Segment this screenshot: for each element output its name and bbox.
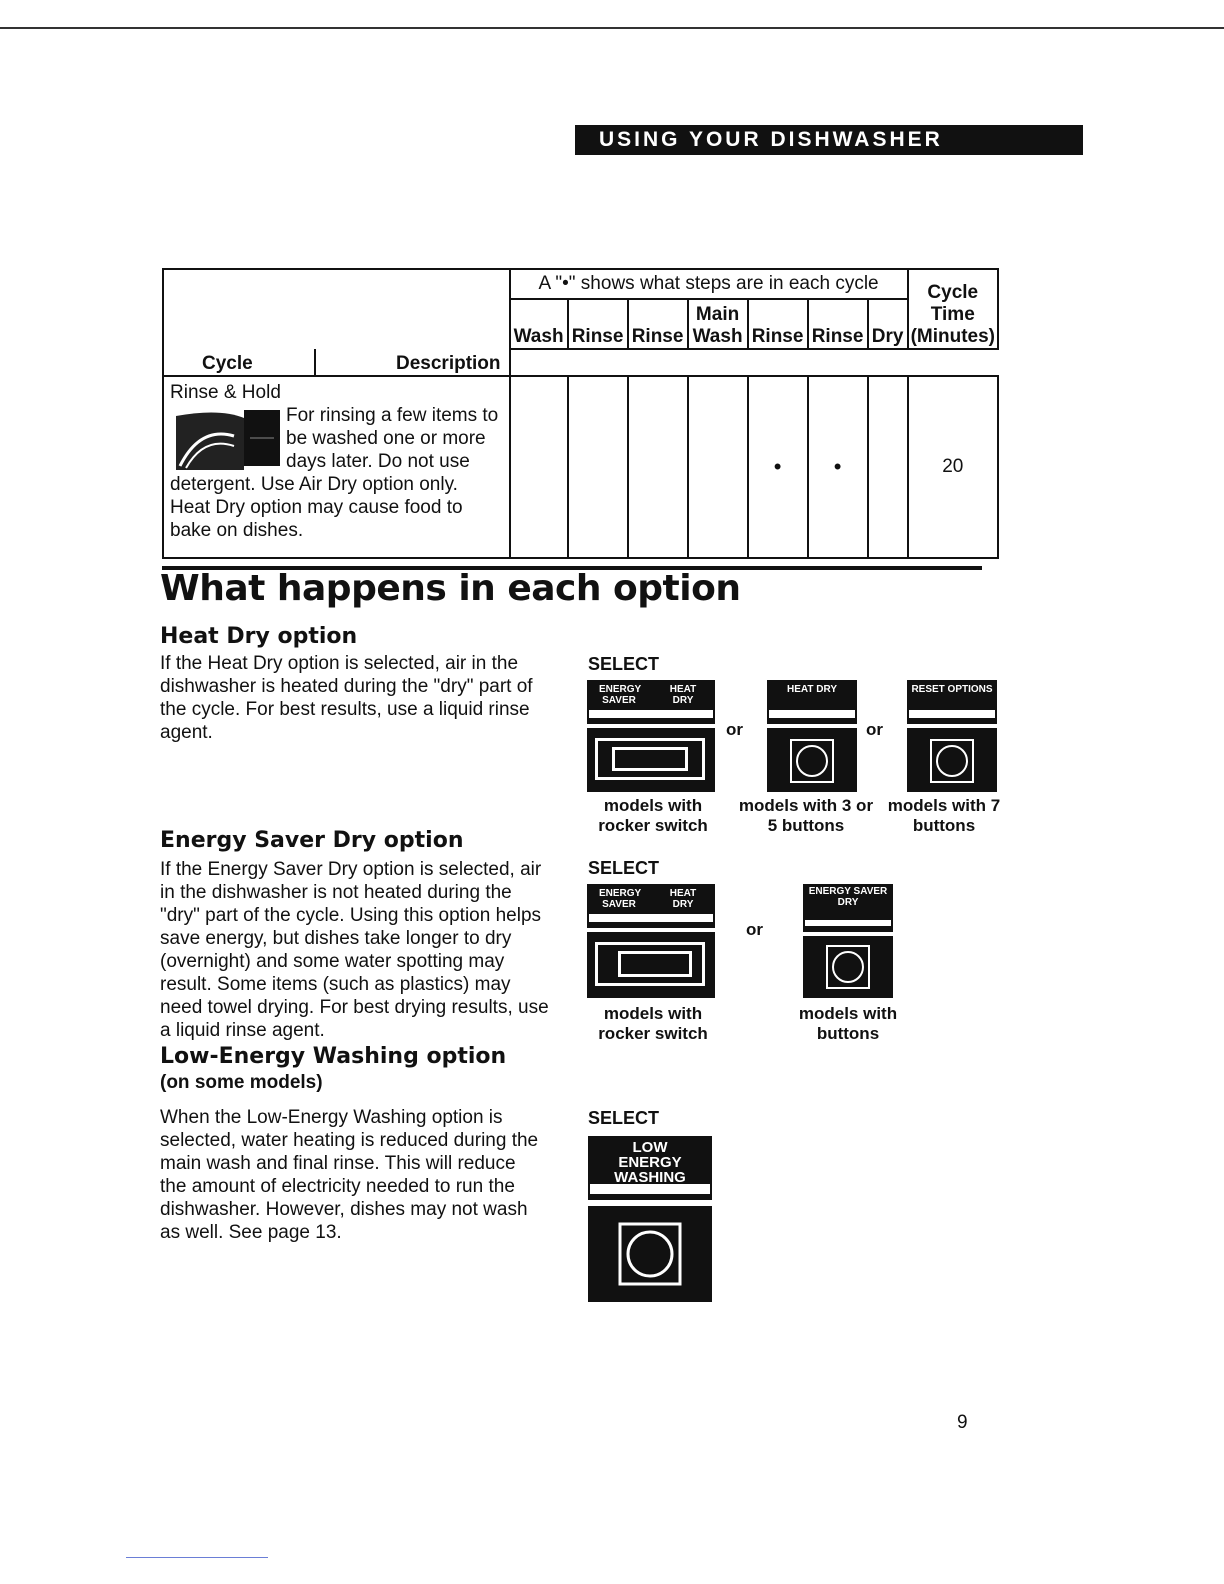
- step-cell: [510, 376, 568, 558]
- heat-dry-button[interactable]: [767, 680, 857, 792]
- button-body: [907, 728, 997, 792]
- button-circle-icon: [929, 738, 975, 784]
- col-cycle-time-label: Cycle Time (Minutes): [910, 282, 995, 347]
- low-energy-button-label-text: LOW ENERGY WASHING: [614, 1139, 686, 1186]
- rocker-body: [587, 932, 715, 998]
- col-step: Rinse: [628, 299, 688, 349]
- rocker-gap: [587, 914, 715, 922]
- heat-dry-select-label: SELECT: [588, 654, 660, 674]
- cycle-time-value: 20: [908, 376, 998, 558]
- rocker-label: [587, 884, 715, 914]
- rocker-body: [587, 728, 715, 792]
- col-step: Wash: [510, 299, 568, 349]
- button-circle-icon: [825, 944, 871, 990]
- col-cycle: Cycle: [163, 349, 315, 376]
- table-row: [163, 376, 998, 558]
- step-cell-rinse-dot: •: [748, 376, 808, 558]
- step-cell: [628, 376, 688, 558]
- step-cell-rinse-dot: •: [808, 376, 868, 558]
- rocker-label-a: ENERGY SAVER: [599, 684, 642, 706]
- button-body: [767, 728, 857, 792]
- button-body: [803, 936, 893, 998]
- button-gap: [767, 710, 857, 718]
- button-bar: [907, 718, 997, 724]
- energy-saver-heading: Energy Saver Dry option: [160, 828, 464, 853]
- caption-buttons: models with buttons: [798, 1004, 898, 1043]
- step-cell: [568, 376, 628, 558]
- col-step: Rinse: [808, 299, 868, 349]
- low-energy-select-label: SELECT: [588, 1108, 660, 1128]
- or-label: or: [746, 920, 763, 939]
- rocker-gap: [587, 710, 715, 718]
- col-description: Description: [315, 349, 510, 376]
- button-bar: [803, 926, 893, 932]
- rocker-frame: [595, 942, 705, 986]
- reset-options-button[interactable]: [907, 680, 997, 792]
- bottom-rule: [126, 1557, 268, 1558]
- col-step: Rinse: [568, 299, 628, 349]
- button-gap: [588, 1184, 712, 1194]
- button-bar: [767, 718, 857, 724]
- low-energy-body: When the Low-Energy Washing option is selected, water heating is reduced during the main wash and final rinse. This will reduce the amount of electricity needed to run the dishwasher. However, dishes may not wash as well. See page 13.: [160, 1107, 539, 1243]
- rocker-bar: [587, 718, 715, 724]
- table-legend: A "•" shows what steps are in each cycle: [510, 269, 908, 299]
- col-step: Dry: [868, 299, 908, 349]
- rocker-bar: [587, 922, 715, 928]
- rocker-frame: [595, 738, 705, 780]
- caption-rocker: models with rocker switch: [598, 1004, 708, 1043]
- button-circle-icon: [618, 1222, 682, 1286]
- rocker-label-b: HEAT DRY: [669, 888, 697, 910]
- button-gap: [907, 710, 997, 718]
- button-bar: [588, 1194, 712, 1200]
- section-title: What happens in each option: [160, 568, 741, 609]
- rocker-label: [587, 680, 715, 710]
- heat-dry-button-label: HEAT DRY: [767, 680, 857, 710]
- col-step: Main Wash: [688, 299, 748, 349]
- rinse-hold-icon: [170, 406, 280, 470]
- col-cycle-time: [908, 269, 998, 349]
- caption-3-5-buttons: models with 3 or 5 buttons: [738, 796, 874, 835]
- cycle-table: [162, 268, 999, 559]
- low-energy-washing-button[interactable]: [588, 1136, 712, 1302]
- cycle-name: Rinse & Hold: [170, 382, 281, 403]
- rocker-paddle: [618, 951, 692, 977]
- low-energy-subheading: (on some models): [160, 1072, 323, 1093]
- heat-dry-heading: Heat Dry option: [160, 624, 358, 649]
- table-corner: [163, 269, 510, 349]
- low-energy-button-label: [588, 1136, 712, 1184]
- step-cell: [688, 376, 748, 558]
- section-header-band: [575, 125, 1083, 155]
- or-label: or: [866, 720, 883, 739]
- page-number: 9: [957, 1412, 968, 1433]
- caption-rocker: models with rocker switch: [598, 796, 708, 835]
- rocker-label-a: ENERGY SAVER: [599, 888, 642, 910]
- heat-dry-rocker-switch[interactable]: [587, 680, 715, 792]
- cycle-description: For rinsing a few items to be washed one or more days later. Do not use detergent. Use Air Dry option only. Heat Dry option may cause food to bake on dishes.: [170, 405, 499, 541]
- energy-saver-select-label: SELECT: [588, 858, 660, 878]
- energy-saver-body: If the Energy Saver Dry option is selected, air in the dishwasher is not heated during the "dry" part of the cycle. Using this option helps save energy, but dishes take longer to dry (overnight) and some water spotting may result. Some items (such as plastics) may need towel drying. For best drying results, use a liquid rinse agent.: [160, 859, 549, 1041]
- or-label: or: [726, 720, 743, 739]
- section-header-text: USING YOUR DISHWASHER: [599, 128, 943, 151]
- energy-saver-dry-button[interactable]: [803, 884, 893, 998]
- cycle-description-cell: [163, 376, 510, 558]
- rocker-paddle: [612, 747, 688, 771]
- button-circle-icon: [789, 738, 835, 784]
- button-body: [588, 1206, 712, 1302]
- top-rule: [0, 27, 1224, 29]
- caption-7-buttons: models with 7 buttons: [887, 796, 1001, 835]
- reset-options-label: RESET OPTIONS: [907, 680, 997, 710]
- energy-saver-rocker-switch[interactable]: [587, 884, 715, 998]
- col-step: Rinse: [748, 299, 808, 349]
- low-energy-heading: Low-Energy Washing option: [160, 1044, 507, 1069]
- rocker-label-b: HEAT DRY: [669, 684, 697, 706]
- heat-dry-body: If the Heat Dry option is selected, air in the dishwasher is heated during the "dry" part of the cycle. For best results, use a liquid rinse agent.: [160, 653, 533, 743]
- energy-saver-button-label: ENERGY SAVER DRY: [803, 884, 893, 920]
- step-cell: [868, 376, 908, 558]
